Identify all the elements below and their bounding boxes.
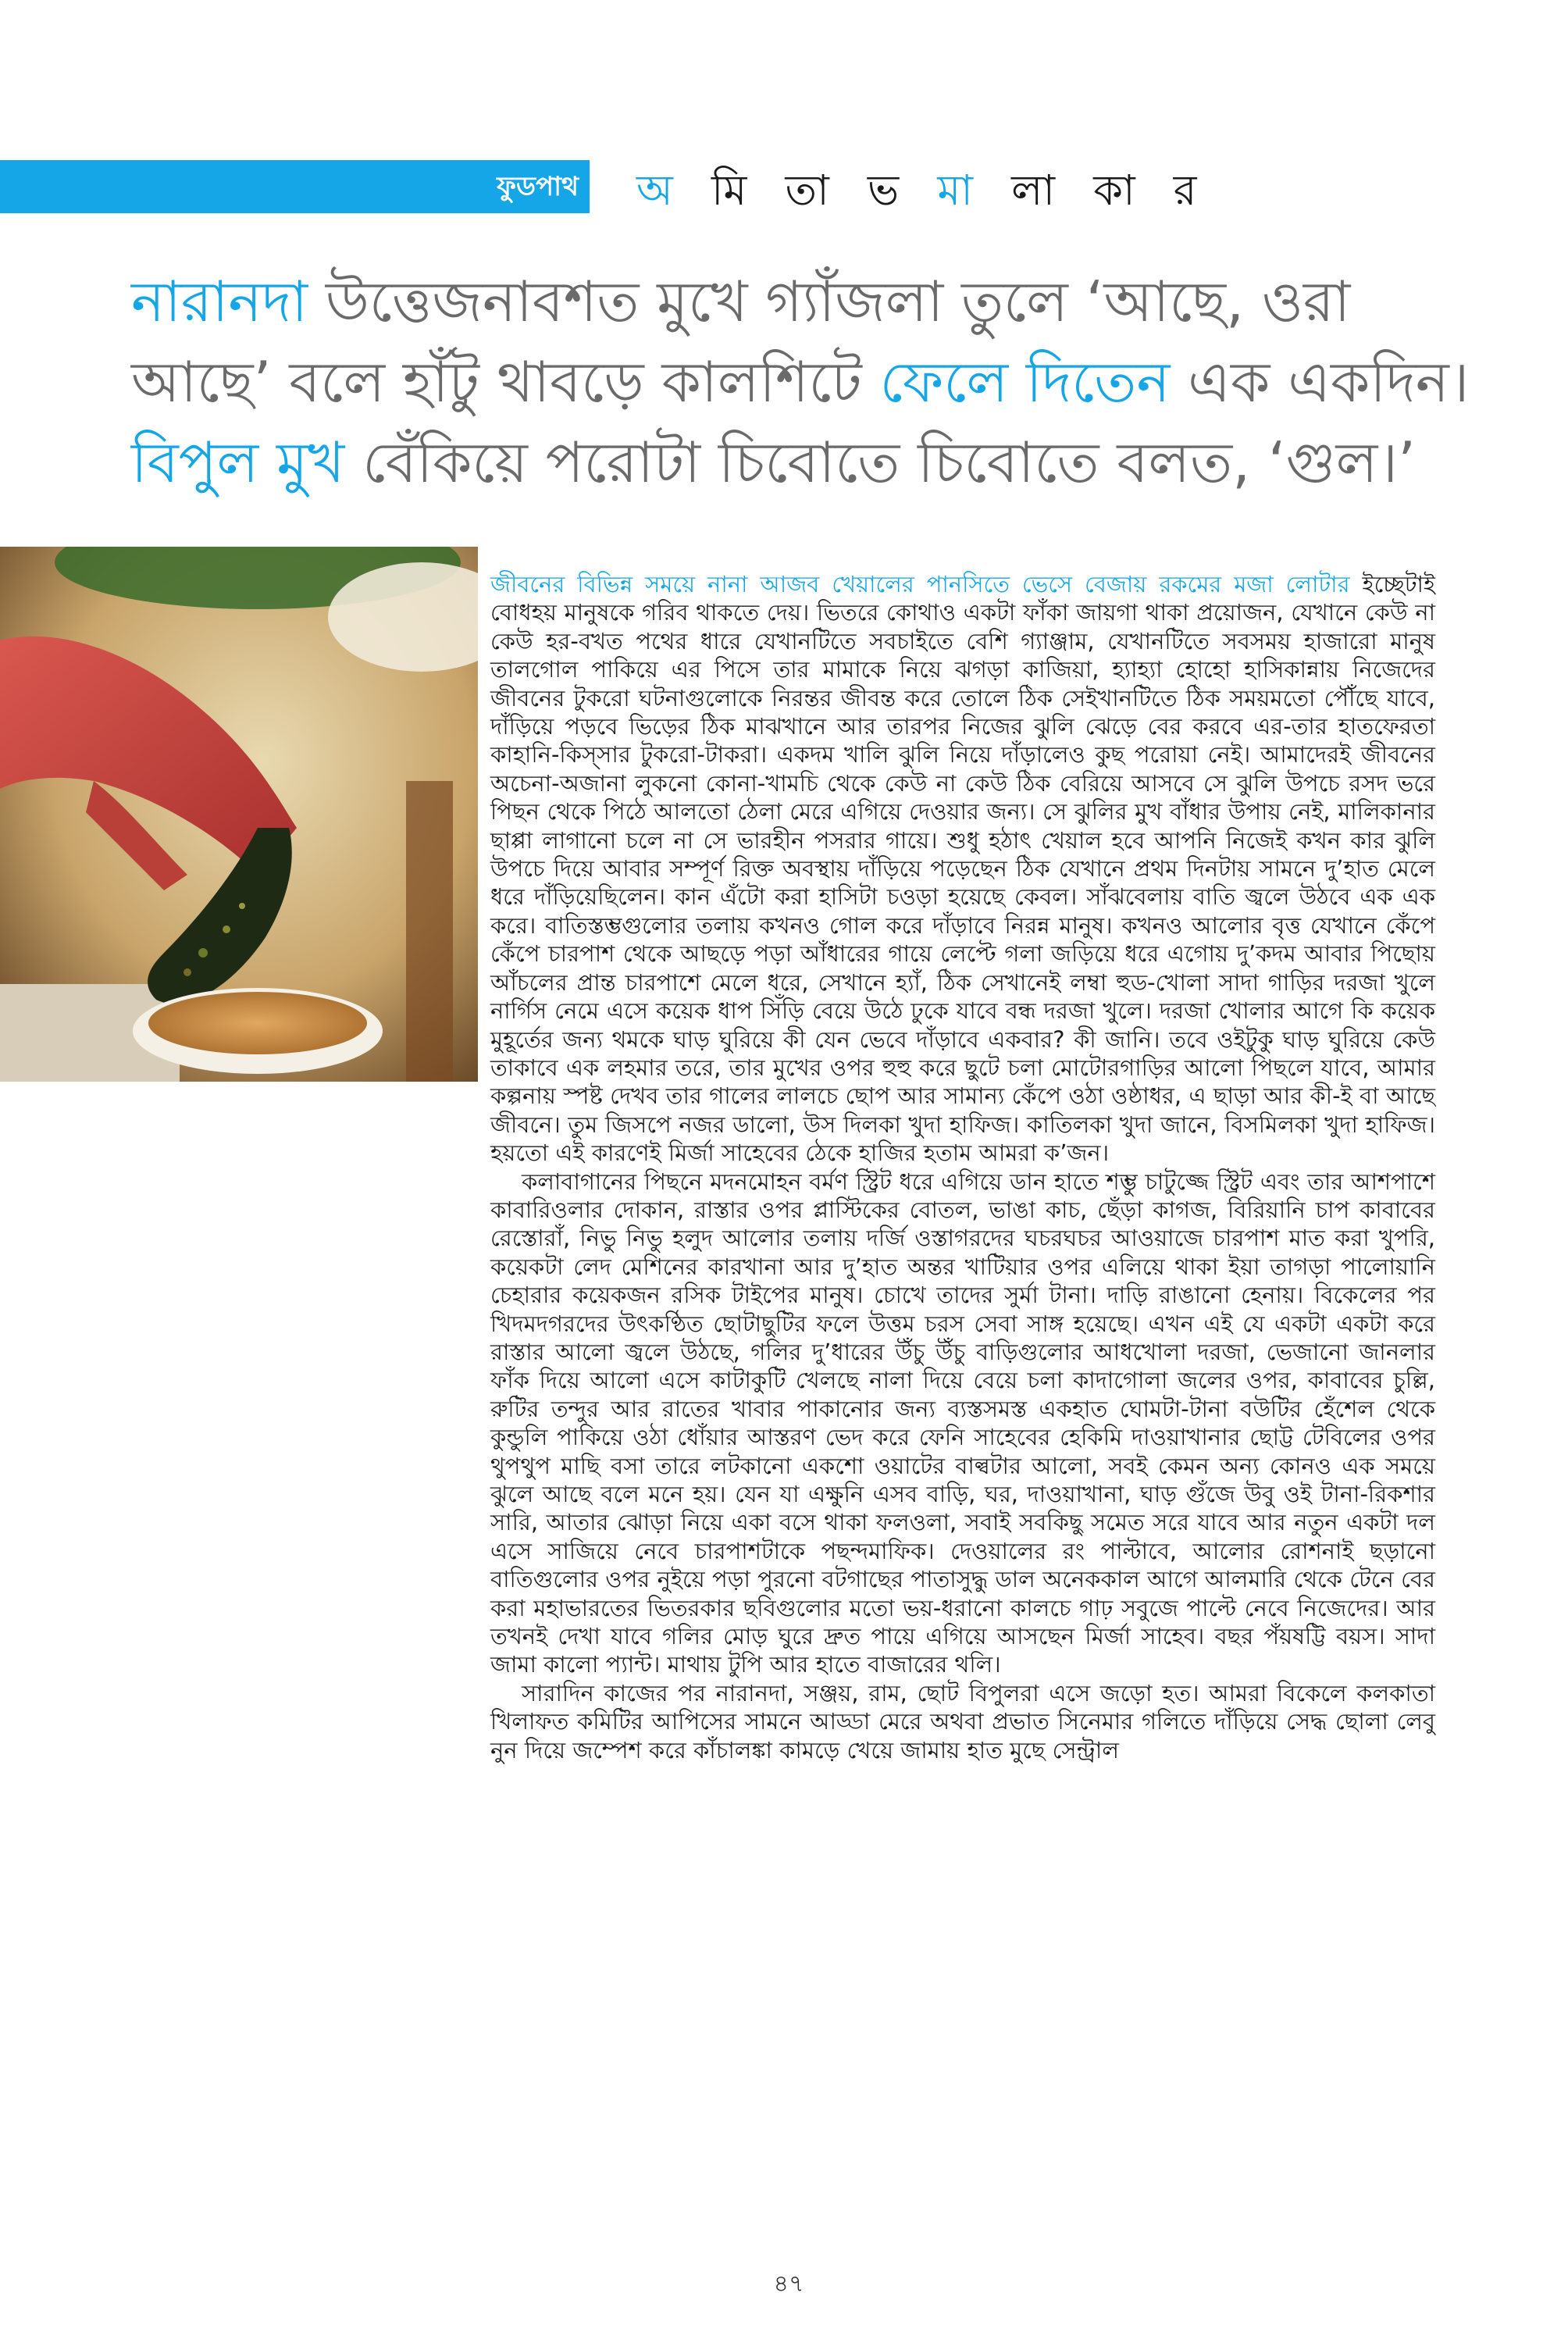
article-paragraph-1 xyxy=(490,570,1435,1168)
article-paragraph-1-text: ইচ্ছেটাই বোধহয় মানুষকে গরিব থাকতে দেয়। ভিতরে কোথাও একটা ফাঁকা জায়গা থাকা প্রয়োজন, যেখানে কেউ না কেউ হর-বখত পথের ধারে যেখানটিতে সবচাইতে বেশি গ্যাঞ্জাম, যেখানটিতে সবসময় হাজারো মানুষ তালগোল পাকিয়ে এর পিসে তার মামাকে নিয়ে ঝগড়া কাজিয়া, হ্যাহ্যা হোহো হাসিকান্নায় নিজেদের জীবনের টুকরো ঘটনাগুলোকে নিরন্তর জীবন্ত করে তোলে ঠিক সেইখানটিতে ঠিক সময়মতো পৌঁছে যাবে, দাঁড়িয়ে পড়বে ভিড়ের ঠিক মাঝখানে আর তারপর নিজের ঝুলি ঝেড়ে বের করবে এর-তার হাতফেরতা কাহানি-কিস্সার টুকরো-টাকরা। একদম খালি ঝুলি নিয়ে দাঁড়ালেও কুছ পরোয়া নেই। আমাদেরই জীবনের অচেনা-অজানা লুকনো কোনা-খামচি থেকে কেউ না কেউ ঠিক বেরিয়ে আসবে সে ঝুলি উপচে রসদ ভরে পিছন থেকে পিঠে আলতো ঠেলা মেরে এগিয়ে দেওয়ার জন্য। সে ঝুলির মুখ বাঁধার উপায় নেই, মালিকানার ছাপ্পা লাগানো চলে না সে ভারহীন পসরার গায়ে। শুধু হঠাৎ খেয়াল হবে আপনি নিজেই কখন কার ঝুলি উপচে দিয়ে আবার সম্পূর্ণ রিক্ত অবস্থায় দাঁড়িয়ে পড়েছেন ঠিক যেখানে প্রথম দিনটায় সামনে দু’হাত মেলে ধরে দাঁড়িয়েছিলেন। কান এঁটো করা হাসিটা চওড়া হয়েছে কেবল। সাঁঝবেলায় বাতি জ্বলে উঠবে এক এক করে। বাতিস্তম্ভগুলোর তলায় কখনও গোল করে দাঁড়াবে নিরন্ন মানুষ। কখনও আলোর বৃত্ত যেখানে কেঁপে কেঁপে চারপাশ থেকে আছড়ে পড়া আঁধারের গায়ে লেপ্টে গলা জড়িয়ে ধরে এগোয় দু’কদম আবার পিছোয় আঁচলের প্রান্ত চারপাশে মেলে ধরে, সেখানে হ্যাঁ, ঠিক সেখানেই লম্বা হুড-খোলা সাদা গাড়ির দরজা খুলে নার্গিস নেমে এসে কয়েক ধাপ সিঁড়ি বেয়ে উঠে ঢুকে যাবে বন্ধ দরজা খুলে। দরজা খোলার আগে কি কয়েক মুহূর্তের জন্য থমকে ঘাড় ঘুরিয়ে কী যেন ভেবে দাঁড়াবে একবার? কী জানি। তবে ওইটুকু ঘাড় ঘুরিয়ে কেউ তাকাবে এক লহমার তরে, তার মুখের ওপর হুহু করে ছুটে চলা মোটোরগাড়ির আলো পিছলে যাবে, আমার কল্পনায় স্পষ্ট দেখব তার গালের লালচে ছোপ আর সামান্য কেঁপে ওঠা ওষ্ঠাধর, এ ছাড়া আর কী-ই বা আছে জীবনে। তুম জিসপে নজর ডালো, উস দিলকা খুদা হাফিজ। কাতিলকা খুদা জানে, বিসমিলকা খুদা হাফিজ। হয়তো এই কারণেই মির্জা সাহেবের ঠেকে হাজির হতাম আমরা ক’জন। xyxy=(490,571,1435,1167)
pull-quote xyxy=(131,262,1474,503)
page-number: ৪৭ xyxy=(773,2270,804,2298)
article-body xyxy=(490,570,1435,1764)
food-photo xyxy=(0,547,478,1082)
pull-quote-highlight-2: ফেলে দিতেন xyxy=(879,349,1171,415)
pull-quote-text-1: উত্তেজনাবশত মুখে গ্যাঁজলা তুলে ‘আছে, ওরা আছে’ বলে হাঁটু থাবড়ে কালশিটে xyxy=(131,269,1351,415)
pull-quote-highlight-3: বিপুল মুখ xyxy=(131,430,345,495)
author-part-first: মি তা ভ xyxy=(711,166,912,215)
article-paragraph-3: সারাদিন কাজের পর নারানদা, সঞ্জয়, রাম, ছোট বিপুলরা এসে জড়ো হত। আমরা বিকেলে কলকাতা খিলাফত কমিটির আপিসের সামনে আড্ডা মেরে অথবা প্রভাত সিনেমার গলিতে দাঁড়িয়ে সেদ্ধ ছোলা লেবু নুন দিয়ে জম্পেশ করে কাঁচালঙ্কা কামড়ে খেয়ে জামায় হাত মুছে সেন্ট্রাল xyxy=(490,1679,1435,1763)
pull-quote-highlight-1: নারানদা xyxy=(131,269,308,334)
author-accent-first: অ xyxy=(636,166,686,215)
article-paragraph-2: কলাবাগানের পিছনে মদনমোহন বর্মণ স্ট্রিট ধরে এগিয়ে ডান হাতে শম্ভু চাটুজ্জে স্ট্রিট এবং তার আশপাশে কাবারিওলার দোকান, রাস্তার ওপর প্লাস্টিকের বোতল, ভাঙা কাচ, ছেঁড়া কাগজ, বিরিয়ানি চাপ কাবাবের রেস্তোরাঁ, নিভু নিভু হলুদ আলোর তলায় দর্জি ওস্তাগরদের ঘচরঘচর আওয়াজে চারপাশ মাত করা খুপরি, কয়েকটা লেদ মেশিনের কারখানা আর দু’হাত অন্তর খাটিয়ার ওপর এলিয়ে থাকা ইয়া তাগড়া পালোয়ানি চেহারার কয়েকজন রসিক টাইপের মানুষ। চোখে তাদের সুর্মা টানা। দাড়ি রাঙানো হেনায়। বিকেলের পর খিদমদগরদের উৎকণ্ঠিত ছোটাছুটির ফলে উত্তম চরস সেবা সাঙ্গ হয়েছে। এখন এই যে একটা একটা করে রাস্তার আলো জ্বলে উঠছে, গলির দু’ধারের উঁচু উঁচু বাড়িগুলোর আধখোলা দরজা, ভেজানো জানলার ফাঁক দিয়ে আলো এসে কাটাকুটি খেলছে নালা দিয়ে বেয়ে চলা কাদাগোলা জলের ওপর, কাবাবের চুল্লি, রুটির তন্দুর আর রাতের খাবার পাকানোর জন্য ব্যস্তসমস্ত একহাত ঘোমটা-টানা বউটির হেঁশেল থেকে কুন্ডুলি পাকিয়ে ওঠা ধোঁয়ার আস্তরণ ভেদ করে ফেনি সাহেবের হেকিমি দাওয়াখানার ছোট্ট টেবিলের ওপর থুপথুপ মাছি বসা তারে লটকানো একশো ওয়াটের বাল্বটার আলো, সবই কেমন অন্য কোনও এক সময়ে ঝুলে আছে বলে মনে হয়। যেন যা এক্ষুনি এসব বাড়ি, ঘর, দাওয়াখানা, ঘাড় গুঁজে উবু ওই টানা-রিকশার সারি, আতার ঝোড়া নিয়ে একা বসে থাকা ফলওলা, সবাই সবকিছু সমেত সরে যাবে আর নতুন একটা দল এসে সাজিয়ে নেবে চারপাশটাকে পছন্দমাফিক। দেওয়ালের রং পাল্টাবে, আলোর রোশনাই ছড়ানো বাতিগুলোর ওপর নুইয়ে পড়া পুরনো বটগাছের পাতাসুদ্ধু ডাল অনেককাল আগে আলমারি থেকে টেনে বের করা মহাভারতের ভিতরকার ছবিগুলোর মতো ভয়-ধরানো কালচে গাঢ় সবুজে পাল্টে নেবে নিজেদের। আর তখনই দেখা যাবে গলির মোড় ঘুরে দ্রুত পায়ে এগিয়ে আসছেন মির্জা সাহেব। বছর পঁয়ষট্টি বয়স। সাদা জামা কালো প্যান্ট। মাথায় টুপি আর হাতে বাজারের থলি। xyxy=(490,1168,1435,1678)
author-part-last: লা কা র xyxy=(1011,166,1210,215)
pull-quote-text-3: বেঁকিয়ে পরোটা চিবোতে চিবোতে বলত, ‘গুল।’ xyxy=(344,430,1416,495)
section-header-bar xyxy=(0,160,590,213)
author-name xyxy=(636,166,1210,216)
pull-quote-text-2: এক একদিন। xyxy=(1170,349,1470,415)
author-accent-last: মা xyxy=(937,166,985,215)
section-label: ফুডপাথ xyxy=(497,171,579,202)
article-lead: জীবনের বিভিন্ন সময়ে নানা আজব খেয়ালের পানসিতে ভেসে বেজায় রকমের মজা লোটার xyxy=(490,571,1350,597)
